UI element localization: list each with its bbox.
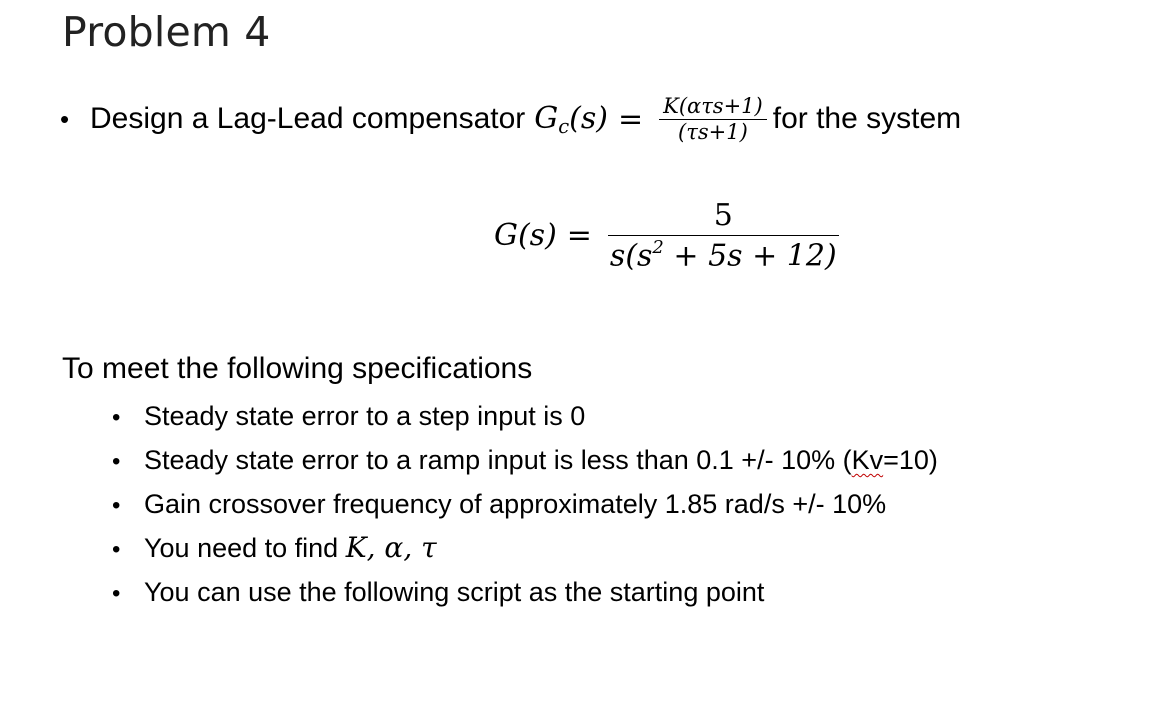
plant-den-exponent: 2 xyxy=(652,237,664,258)
bullet-dot: • xyxy=(112,492,121,519)
bullet-dot: • xyxy=(112,448,121,475)
compensator-args: (s) xyxy=(569,100,608,136)
equals-sign: = xyxy=(617,101,644,137)
plant-numerator: 5 xyxy=(713,198,733,233)
spec-text: Steady state error to a step input is 0 xyxy=(144,401,586,431)
plant-den-pre: s(s xyxy=(609,238,653,274)
spec-item-crossover xyxy=(112,482,938,526)
spec-text: Gain crossover frequency of approximately 1.85 rad/s +/- 10% xyxy=(144,489,887,519)
compensator-lhs xyxy=(534,101,608,138)
spec-text-end: =10) xyxy=(883,445,938,475)
compensator-fraction xyxy=(659,94,767,143)
plant-fraction xyxy=(608,196,839,276)
system-text: for the system xyxy=(772,102,962,135)
plant-equals-sign: = xyxy=(566,218,592,254)
design-text: Design a Lag-Lead compensator xyxy=(90,102,526,135)
spec-item-step-error xyxy=(112,394,938,438)
spec-text: You need to find xyxy=(144,533,346,563)
bullet-dot: • xyxy=(60,103,70,134)
compensator-subscript: c xyxy=(558,114,570,138)
slide-title: Problem 4 xyxy=(62,8,271,56)
params-math: K, α, τ xyxy=(345,531,437,564)
bullet-dot: • xyxy=(112,404,121,431)
spec-text: You can use the following script as the starting point xyxy=(144,577,765,607)
bullet-dot: • xyxy=(112,580,121,607)
plant-den-post: + 5s + 12) xyxy=(663,238,837,274)
plant-denominator xyxy=(608,236,839,276)
bullet-dot: • xyxy=(112,536,121,563)
compensator-symbol: G xyxy=(534,100,559,136)
plant-lhs: G(s) xyxy=(494,218,557,254)
spec-item-ramp-error xyxy=(112,438,938,482)
compensator-numerator: K(ατs+1) xyxy=(663,94,763,119)
spec-text: Steady state error to a ramp input is less than 0.1 +/- 10% ( xyxy=(144,445,852,475)
spec-item-find-params xyxy=(112,526,938,570)
compensator-denominator: (τs+1) xyxy=(678,119,748,144)
design-statement xyxy=(60,84,961,154)
spec-item-script xyxy=(112,570,938,614)
plant-equation xyxy=(494,196,845,276)
spellcheck-word-kv: Kv xyxy=(851,445,884,475)
specs-list xyxy=(112,394,938,614)
specs-intro: To meet the following specifications xyxy=(62,352,533,385)
